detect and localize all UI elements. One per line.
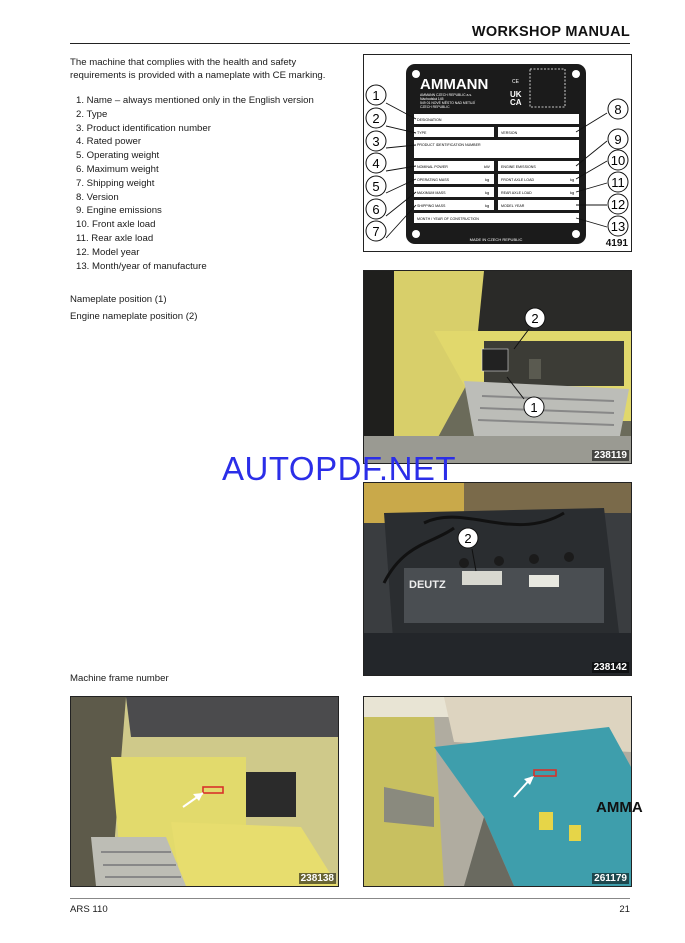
plate-brand: AMMANN [420,76,489,93]
list-item: 9. Engine emissions [76,205,162,217]
callout-number: 2 [531,311,539,326]
machine-brand-decal: AMMA [596,799,643,816]
plate-rivet [412,230,420,238]
machine-frame-caption: Machine frame number [70,673,169,684]
footer-rule [70,898,630,899]
list-item: 10. Front axle load [76,219,156,231]
list-item: 7. Shipping weight [76,177,155,189]
photo-illustration [71,697,338,886]
list-item: 6. Maximum weight [76,163,159,175]
callout-number: 8 [614,102,622,117]
plate-field-label: DESIGNATION [417,118,442,122]
header-rule [70,43,630,44]
plate-field-label: NOMINAL POWER [417,165,448,169]
figure-number: 238142 [593,662,627,673]
footer-page-number: 21 [619,904,630,915]
plate-ukca-bottom: CA [510,98,522,107]
plate-company-line: Náchodská 145 [420,97,444,101]
nameplate-drawing [364,55,631,251]
callout-number: 13 [610,219,626,234]
watermark-text: AUTOPDF.NET [222,450,457,487]
plate-field-label: FRONT AXLE LOAD [501,178,535,182]
plate-unit: kg [570,177,575,182]
list-item: 11. Rear axle load [76,232,154,244]
callout-number: 12 [610,197,626,212]
plate-company-line: CZECH REPUBLIC [420,105,450,109]
plate-field-label: MODEL YEAR [501,204,525,208]
callout-number: 9 [614,132,622,147]
photo-frame-number-right [363,696,643,887]
figure-number: 238119 [594,450,627,461]
plate-small-ce: CE [512,79,519,85]
callout-number: 7 [372,224,380,239]
photo-illustration [364,271,631,463]
plate-field-label: ENGINE EMISSIONS [501,165,536,169]
footer-model: ARS 110 [70,904,108,915]
callout-number: 6 [372,202,380,217]
figure-number: 4191 [605,238,628,249]
photo-frame-number-left [70,696,339,887]
plate-unit: kg [485,190,490,195]
plate-unit: kW [484,164,490,169]
intro-paragraph: The machine that complies with the health and safety requirements is provided with a nameplate with CE marking. [70,57,326,81]
plate-ukca-top: UK [510,90,522,99]
list-item: 8. Version [76,191,119,203]
callout-number: 11 [611,175,625,190]
photo-illustration [364,483,631,675]
plate-field-label: MAXIMUM MASS [417,191,446,195]
plate-field-label: TYPE [417,131,427,135]
callout-number: 5 [372,179,380,194]
nameplate-item-list [76,94,314,273]
list-item: 3. Product identification number [76,122,211,134]
list-item: 1. Name – always mentioned only in the English version [76,95,314,106]
callout-number: 3 [372,134,380,149]
list-item: 4. Rated power [76,136,142,148]
figure-number: 261179 [594,873,627,884]
plate-field-label: MONTH / YEAR OF CONSTRUCTION [417,217,479,221]
callout-number: 4 [372,156,380,171]
plate-rivet [412,70,420,78]
plate-field-label: SHIPPING MASS [417,204,446,208]
callout-number: 1 [530,400,538,415]
engine-nameplate-caption: Engine nameplate position (2) [70,311,198,322]
photo-illustration [364,697,643,886]
plate-unit: kg [485,177,490,182]
plate-made-in: MADE IN CZECH REPUBLIC [469,237,523,242]
plate-unit: kg [485,203,490,208]
nameplate-position-caption: Nameplate position (1) [70,294,167,305]
nameplate-diagram [363,54,632,252]
plate-field-label: VERSION [501,131,518,135]
plate-unit: kg [570,190,575,195]
callout-number: 1 [372,88,380,103]
photo-nameplate-position [363,270,632,464]
list-item: 12. Model year [76,246,140,258]
photo-engine-nameplate [363,482,632,676]
callout-number: 10 [610,153,626,168]
list-item: 13. Month/year of manufacture [76,260,207,272]
figure-number: 238138 [300,873,334,884]
callout-number: 2 [464,531,472,546]
plate-rivet [572,230,580,238]
engine-brand-label: DEUTZ [409,579,446,591]
plate-company-line: AMMANN CZECH REPUBLIC a.s. [420,93,472,97]
plate-field-label: PRODUCT IDENTIFICATION NUMBER [417,143,481,147]
callout-number: 2 [372,111,380,126]
plate-rivet [572,70,580,78]
list-item: 5. Operating weight [76,150,160,162]
plate-company-line: 549 01 NOVÉ MĚSTO NAD METUJÍ [420,101,476,105]
plate-field-label: REAR AXLE LOAD [501,191,532,195]
list-item: 2. Type [76,108,108,120]
plate-field-label: OPERATING MASS [417,178,450,182]
page-header-title: WORKSHOP MANUAL [471,24,630,40]
